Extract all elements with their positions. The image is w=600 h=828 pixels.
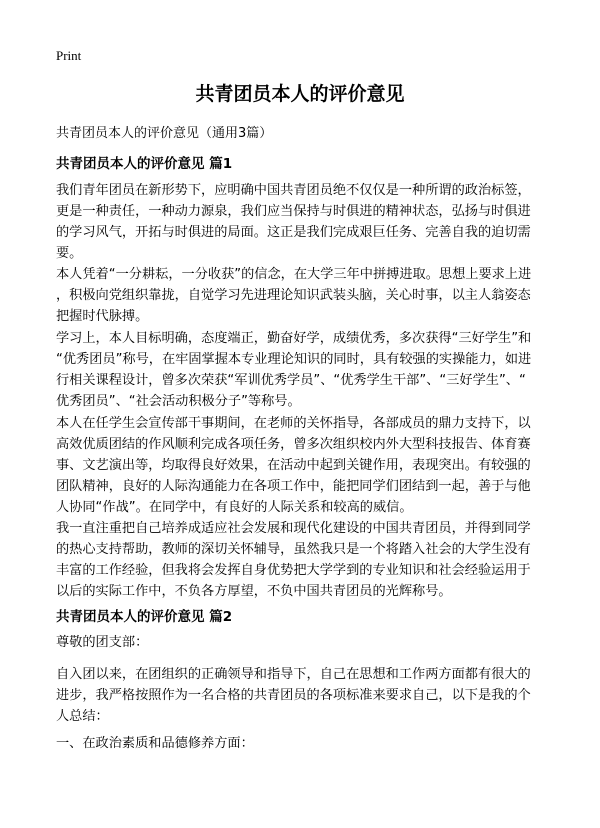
text-line: 本人在任学生会宣传部干事期间，在老师的关怀指导，各部成员的鼎力支持下，以 bbox=[56, 416, 531, 431]
text-line: 人协同“作战”。在同学中，有良好的人际关系和较高的威信。 bbox=[56, 500, 413, 515]
text-line: 我们青年团员在新形势下，应明确中国共青团员绝不仅仅是一种所谓的政治标签， bbox=[56, 183, 531, 198]
greeting bbox=[56, 632, 551, 653]
text-line: 以后的实际工作中，不负各方厚望，不负中国共青团员的光辉称号。 bbox=[56, 584, 452, 599]
list-item-heading bbox=[56, 733, 551, 754]
paragraph bbox=[56, 413, 551, 518]
section-heading-2: 共青团员本人的评价意见 篇2 bbox=[56, 609, 233, 625]
paragraph bbox=[56, 180, 551, 264]
text-line: 团队精神，良好的人际沟通能力在各项工作中，能把同学们团结到一起，善于与他 bbox=[56, 479, 531, 494]
text-line: 的学习风气，开拓与时俱进的局面。这正是我们完成艰巨任务、完善自我的迫切需 bbox=[56, 225, 531, 240]
text-line: 人总结： bbox=[56, 709, 109, 724]
text-line: 本人凭着“一分耕耘，一分收获”的信念，在大学三年中拼搏进取。思想上要求上进 bbox=[56, 267, 532, 282]
text-line: 行相关课程设计，曾多次荣获“军训优秀学员”、“优秀学生干部”、“三好学生”、“ bbox=[56, 373, 526, 388]
text-line: 丰富的工作经验，但我将会发挥自身优势把大学学到的专业知识和社会经验运用于 bbox=[56, 563, 531, 578]
paragraph bbox=[56, 518, 551, 602]
text-line: 尊敬的团支部： bbox=[56, 635, 149, 650]
text-line: 把握时代脉搏。 bbox=[56, 309, 149, 324]
text-line: “优秀团员”称号，在牢固掌握本专业理论知识的同时，具有较强的实操能力，如进 bbox=[56, 352, 532, 367]
print-link[interactable]: Print bbox=[56, 48, 82, 63]
text-line: 的热心支持帮助，教师的深切关怀辅导，虽然我只是一个将踏入社会的大学生没有 bbox=[56, 542, 531, 557]
text-line: 一、在政治素质和品德修养方面： bbox=[56, 736, 254, 751]
paragraph bbox=[56, 328, 551, 412]
text-line: 学习上，本人目标明确，态度端正，勤奋好学，成绩优秀，多次获得“三好学生”和 bbox=[56, 331, 532, 346]
paragraph bbox=[56, 664, 551, 727]
text-line: 更是一种责任，一种动力源泉，我们应当保持与时俱进的精神状态，弘扬与时俱进 bbox=[56, 204, 531, 219]
text-line: 我一直注重把自己培养成适应社会发展和现代化建设的中国共青团员，并得到同学 bbox=[56, 521, 531, 536]
text-line: 高效优质团结的作风顺利完成各项任务，曾多次组织校内外大型科技报告、体育赛 bbox=[56, 437, 531, 452]
text-line: 优秀团员”、“社会活动积极分子”等称号。 bbox=[56, 394, 301, 409]
paragraph bbox=[56, 264, 551, 327]
document-subtitle: 共青团员本人的评价意见（通用3篇） bbox=[56, 126, 273, 141]
text-line: 自入团以来，在团组织的正确领导和指导下，自己在思想和工作两方面都有很大的 bbox=[56, 667, 531, 682]
section-heading-1: 共青团员本人的评价意见 篇1 bbox=[56, 156, 233, 172]
text-line: 进步，我严格按照作为一名合格的共青团员的各项标准来要求自己，以下是我的个 bbox=[56, 688, 531, 703]
text-line: 要。 bbox=[56, 246, 83, 261]
text-line: 事、文艺演出等，均取得良好效果，在活动中起到关键作用，表现突出。有较强的 bbox=[56, 458, 531, 473]
text-line: ，积极向党组织靠拢，自觉学习先进理论知识武装头脑，关心时事，以主人翁姿态 bbox=[56, 288, 531, 303]
page-title: 共青团员本人的评价意见 bbox=[195, 83, 405, 105]
